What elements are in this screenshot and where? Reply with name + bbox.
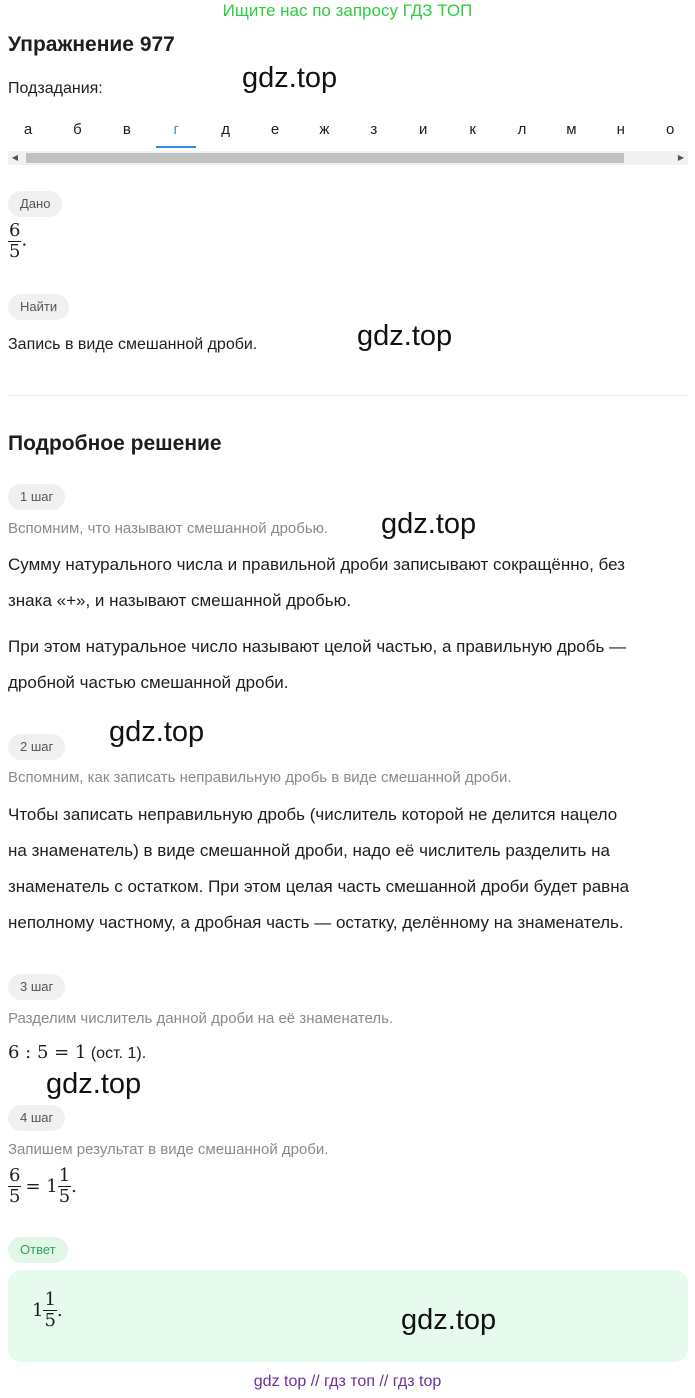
answer-denominator: 5 (44, 1310, 56, 1331)
division-remainder: (ост. 1). (90, 1045, 147, 1062)
footer-links[interactable]: gdz top // гдз топ // гдз top (253, 1373, 442, 1390)
scroll-thumb[interactable] (26, 153, 624, 163)
step-1-line: Сумму натурального числа и правильной дроби записывают сокращённо, без (8, 555, 625, 574)
subtask-tab[interactable]: м (566, 121, 577, 138)
answer-numerator: 1 (44, 1289, 56, 1310)
subtask-tab[interactable]: а (23, 121, 33, 138)
given-numerator: 6 (9, 220, 21, 241)
given-fraction (8, 221, 27, 262)
step-2-line: на знаменатель) в виде смешанной дроби, надо её числитель разделить на (8, 841, 610, 860)
result-numerator: 1 (58, 1165, 71, 1186)
subtask-tab[interactable]: и (418, 121, 428, 138)
step-1-line: При этом натуральное число называют целой частью, а правильную дробь — (8, 637, 627, 656)
answer-value (32, 1290, 63, 1331)
step-1-line: дробной частью смешанной дроби. (8, 673, 289, 692)
scroll-left-icon[interactable]: ◀ (11, 153, 19, 162)
equals-whole: = 1 (25, 1176, 58, 1197)
subtask-tab[interactable]: д (221, 121, 230, 138)
subtask-tabs (8, 116, 688, 148)
subtask-tab[interactable]: з (370, 121, 378, 138)
subtask-tab[interactable]: в (122, 121, 131, 138)
step-badge: 3 шаг (8, 974, 65, 1000)
step-2-line: знаменатель с остатком. При этом целая часть смешанной дроби будет равна (8, 877, 630, 896)
subtask-tab[interactable]: к (469, 121, 476, 138)
watermark: gdz.top (381, 508, 477, 540)
subtask-tab[interactable]: е (270, 121, 280, 138)
watermark: gdz.top (109, 716, 205, 748)
watermark: gdz.top (357, 320, 453, 352)
step-badge: 2 шаг (8, 734, 65, 760)
watermark: gdz.top (401, 1304, 497, 1336)
step-hint: Разделим числитель данной дроби на её знаменатель. (8, 1010, 394, 1027)
result-denominator: 5 (58, 1186, 71, 1207)
answer-whole: 1 (32, 1300, 44, 1321)
given-denominator: 5 (9, 241, 21, 262)
division-expression: 6 : 5 = 1 (8, 1042, 87, 1063)
fraction-denominator: 5 (9, 1186, 21, 1207)
divider (8, 395, 688, 396)
answer-suffix: . (56, 1300, 63, 1321)
subtask-tab[interactable]: л (517, 121, 527, 138)
step-3-math (8, 1042, 146, 1063)
step-2-line: Чтобы записать неправильную дробь (числитель которой не делится нацело (8, 805, 618, 824)
find-badge: Найти (8, 294, 69, 320)
step-hint: Вспомним, что называют смешанной дробью. (8, 520, 329, 537)
given-badge: Дано (8, 191, 62, 217)
result-suffix: . (71, 1176, 77, 1197)
fraction-numerator: 6 (9, 1165, 21, 1186)
step-badge: 1 шаг (8, 484, 65, 510)
step-badge: 4 шаг (8, 1105, 65, 1131)
subtask-tab[interactable]: о (666, 121, 675, 138)
find-text: Запись в виде смешанной дроби. (8, 336, 258, 353)
step-hint: Вспомним, как записать неправильную дробь в виде смешанной дроби. (8, 769, 512, 786)
answer-box (8, 1270, 688, 1362)
search-banner[interactable]: Ищите нас по запросу ГДЗ ТОП (222, 1, 473, 20)
subtask-tab[interactable]: ж (319, 121, 330, 138)
step-1-line: знака «+», и называют смешанной дробью. (8, 591, 352, 610)
page-title: Упражнение 977 (8, 33, 175, 56)
watermark: gdz.top (242, 62, 338, 94)
watermark: gdz.top (46, 1068, 142, 1100)
scroll-right-icon[interactable]: ▶ (677, 153, 685, 162)
step-4-math (8, 1166, 77, 1207)
answer-badge: Ответ (8, 1237, 68, 1263)
step-hint: Запишем результат в виде смешанной дроби. (8, 1141, 329, 1158)
tabs-scrollbar[interactable] (8, 151, 688, 165)
step-2-line: неполному частному, а дробная часть — остатку, делённому на знаменатель. (8, 913, 624, 932)
subtask-tab[interactable]: б (73, 121, 82, 138)
subtasks-label: Подзадания: (8, 80, 103, 97)
given-suffix: . (21, 229, 28, 251)
solution-title: Подробное решение (8, 432, 222, 455)
subtask-tab[interactable]: н (616, 121, 625, 138)
subtask-tab[interactable]: г (156, 116, 196, 148)
